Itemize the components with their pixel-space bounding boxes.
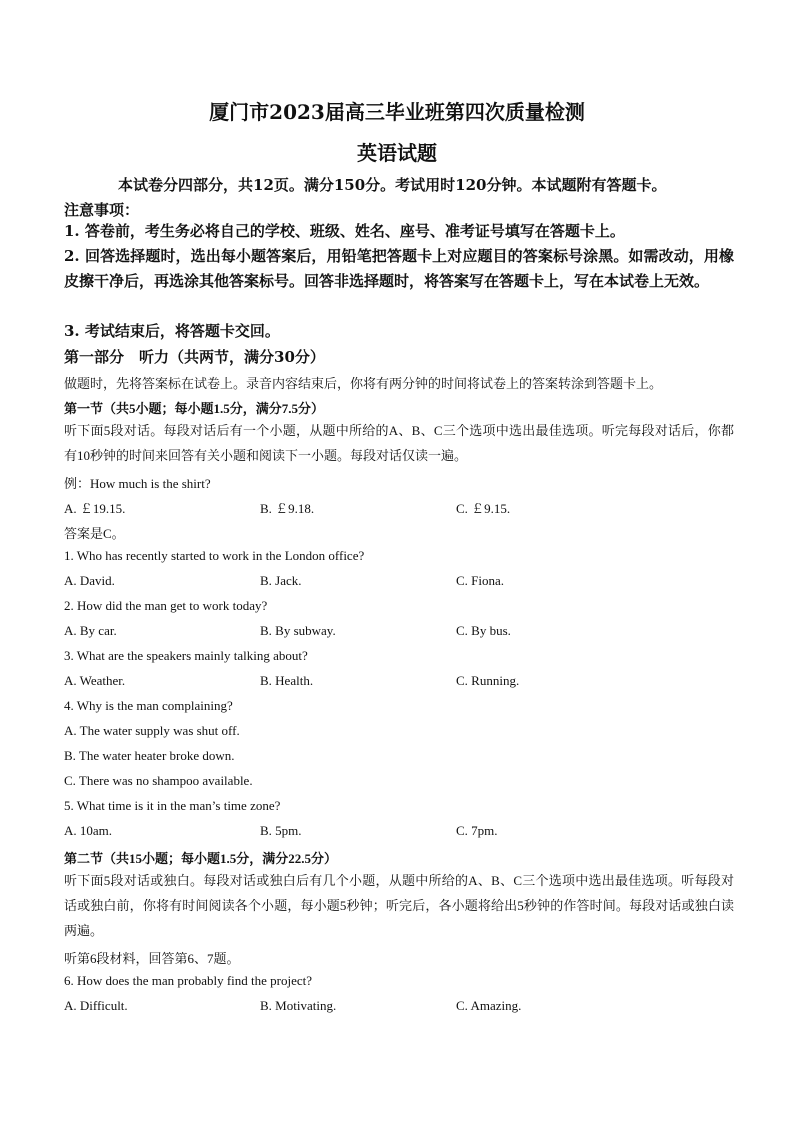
example-option-c: C. ￡9.15. <box>456 501 511 516</box>
exam-intro: 本试卷分四部分，共12页。满分150分。考试用时120分钟。本试题附有答题卡。 <box>118 176 667 194</box>
q5-option-b: B. 5pm. <box>260 823 302 838</box>
q5-option-a: A. 10am. <box>64 823 113 838</box>
exam-title: 厦门市2023届高三毕业班第四次质量检测 <box>209 100 585 124</box>
section1-instruction: 听下面5段对话。每段对话后有一个小题，从题中所给的A、B、C三个选项中选出最佳选项。听完每段对话后，你都有10秒钟的时间来回答有关小题和阅读下一小题。每段对话仅读一遍。 <box>64 423 734 463</box>
q3-option-a: A. Weather. <box>64 673 126 688</box>
note-item-2: 2. 回答选择题时，选出每小题答案后，用铅笔把答题卡上对应题目的答案标号涂黑。如需改动，用橡皮擦干净后，再选涂其他答案标号。回答非选择题时，将答案写在答题卡上，写在本试卷上无效。 <box>64 247 734 290</box>
part1-instruction: 做题时，先将答案标在试卷上。录音内容结束后，你将有两分钟的时间将试卷上的答案转涂到答题卡上。 <box>64 376 663 391</box>
example-answer: 答案是C。 <box>64 526 125 541</box>
question-2: 2. How did the man get to work today? <box>64 598 268 613</box>
example-option-b: B. ￡9.18. <box>260 501 315 516</box>
section2-heading: 第二节（共15小题；每小题1.5分，满分22.5分） <box>64 851 338 866</box>
q6-option-a: A. Difficult. <box>64 998 128 1013</box>
section2-instruction: 听下面5段对话或独白。每段对话或独白后有几个小题，从题中所给的A、B、C三个选项中选出最佳选项。听每段对话或独白前，你将有时间阅读各个小题，每小题5秒钟；听完后，各小题将给出5秒钟的作答时间。每段对话或独白读两遍。 <box>64 873 734 938</box>
part1-heading: 第一部分 听力（共两节，满分30分） <box>64 348 325 366</box>
q5-option-c: C. 7pm. <box>456 823 498 838</box>
q1-option-b: B. Jack. <box>260 573 302 588</box>
q6-option-b: B. Motivating. <box>260 998 337 1013</box>
q4-option-b: B. The water heater broke down. <box>64 748 235 763</box>
q6-option-c: C. Amazing. <box>456 998 522 1013</box>
q4-option-c: C. There was no shampoo available. <box>64 773 253 788</box>
q2-option-a: A. By car. <box>64 623 117 638</box>
q3-option-b: B. Health. <box>260 673 314 688</box>
question-4: 4. Why is the man complaining? <box>64 698 233 713</box>
note-item-3: 3. 考试结束后，将答题卡交回。 <box>64 322 280 340</box>
q2-option-b: B. By subway. <box>260 623 336 638</box>
note-item-1: 1. 答卷前，考生务必将自己的学校、班级、姓名、座号、准考证号填写在答题卡上。 <box>64 222 625 240</box>
section2-material-note: 听第6段材料，回答第6、7题。 <box>64 951 240 966</box>
question-5: 5. What time is it in the man’s time zone? <box>64 798 281 813</box>
question-6: 6. How does the man probably find the project? <box>64 973 313 988</box>
q4-option-a: A. The water supply was shut off. <box>64 723 240 738</box>
q3-option-c: C. Running. <box>456 673 520 688</box>
question-3: 3. What are the speakers mainly talking about? <box>64 648 308 663</box>
section1-heading: 第一节（共5小题；每小题1.5分，满分7.5分） <box>64 401 325 416</box>
example-question: 例：How much is the shirt? <box>64 476 211 491</box>
question-1: 1. Who has recently started to work in the London office? <box>64 548 365 563</box>
q1-option-c: C. Fiona. <box>456 573 505 588</box>
example-option-a: A. ￡19.15. <box>64 501 126 516</box>
q2-option-c: C. By bus. <box>456 623 511 638</box>
exam-subtitle: 英语试题 <box>357 141 437 165</box>
notes-heading: 注意事项： <box>64 201 140 219</box>
q1-option-a: A. David. <box>64 573 115 588</box>
